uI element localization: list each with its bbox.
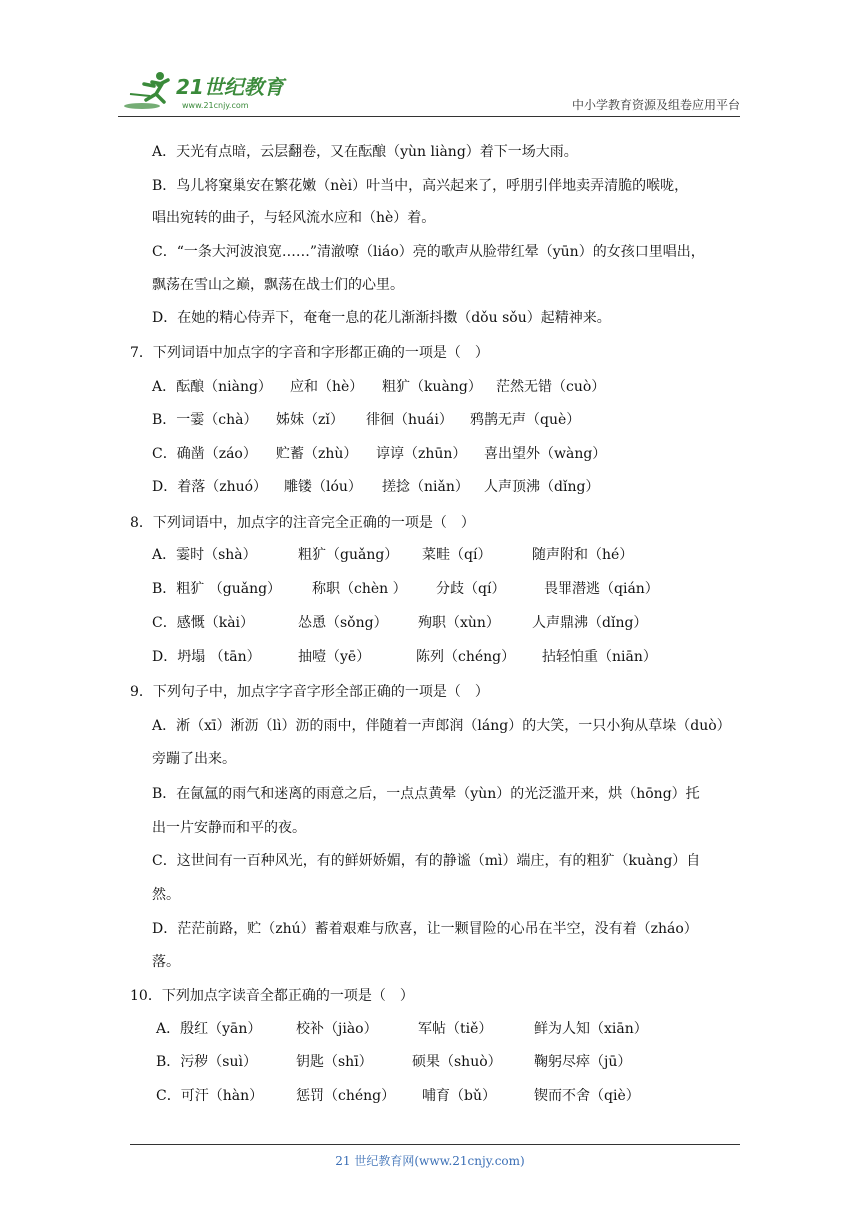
q7-c-4: 喜出望外（wàng） xyxy=(484,446,607,462)
q10-c-4: 锲而不舍（qiè） xyxy=(534,1088,640,1104)
q7-row-c xyxy=(152,444,742,464)
q6-option-c-line2: 飘荡在雪山之巅，飘荡在战士们的心里。 xyxy=(152,277,404,293)
q7-d-4: 人声顶沸（dǐng） xyxy=(484,479,600,495)
q7-d-3: 搓捻（niǎn） xyxy=(382,479,469,495)
q9-option-d-line1: D．茫茫前路，贮（zhú）蓄着艰难与欣喜，让一颗冒险的心吊在半空，没有着（zháo） xyxy=(152,921,698,937)
q9-option-b-line1: B．在氤氲的雨气和迷离的雨意之后，一点点黄晕（yùn）的光泛滥开来，烘（hōng）托 xyxy=(152,786,700,802)
q10-stem: 10．下列加点字读音全都正确的一项是（ ） xyxy=(130,988,414,1004)
q7-a-3: 粗犷（kuàng） xyxy=(382,379,482,395)
q8-row-a xyxy=(152,545,742,565)
q6-option-a: A．天光有点暗，云层翻卷，又在酝酿（yùn liàng）着下一场大雨。 xyxy=(152,144,578,160)
q10-b-3: 硕果（shuò） xyxy=(412,1054,502,1070)
q7-b-1: B．一霎（chà） xyxy=(152,412,258,428)
q8-row-c xyxy=(152,613,742,633)
q10-row-b xyxy=(156,1052,742,1072)
q9-option-b-line2: 出一片安静而和平的夜。 xyxy=(152,820,306,836)
q8-c-3: 殉职（xùn） xyxy=(418,615,500,631)
q10-row-c xyxy=(156,1086,742,1106)
q10-b-1: B．污秽（suì） xyxy=(156,1054,257,1070)
q7-a-1: A．酝酿（niàng） xyxy=(152,379,272,395)
q6-option-c-line1: C．“一条大河波浪宽……”清澈嘹（liáo）亮的歌声从脸带红晕（yūn）的女孩口里唱出， xyxy=(152,244,705,260)
q8-d-4: 拈轻怕重（niān） xyxy=(542,649,657,665)
q8-a-1: A．霎时（shà） xyxy=(152,547,257,563)
q8-b-4: 畏罪潜逃（qián） xyxy=(544,581,659,597)
q8-d-1: D．坍塌 （tān） xyxy=(152,649,261,665)
q6-option-b-line1: B．鸟儿将窠巢安在繁花嫩（nèi）叶当中，高兴起来了，呼朋引伴地卖弄清脆的喉咙， xyxy=(152,178,689,194)
platform-name: 中小学教育资源及组卷应用平台 xyxy=(571,98,740,112)
q8-c-4: 人声鼎沸（dǐng） xyxy=(532,615,648,631)
q10-c-1: C．可汗（hàn） xyxy=(156,1088,264,1104)
q7-b-4: 鸦鹊无声（què） xyxy=(470,412,581,428)
q7-b-2: 姊妹（zǐ） xyxy=(276,412,344,428)
q10-a-2: 校补（jiào） xyxy=(296,1021,378,1037)
q10-a-3: 军帖（tiě） xyxy=(418,1021,493,1037)
q8-c-1: C．感慨（kài） xyxy=(152,615,255,631)
q8-c-2: 怂恿（sǒng） xyxy=(298,615,388,631)
q7-a-2: 应和（hè） xyxy=(290,379,364,395)
q6-option-b-line2: 唱出宛转的曲子，与轻风流水应和（hè）着。 xyxy=(152,210,436,226)
q8-a-3: 菜畦（qí） xyxy=(422,547,492,563)
page-header xyxy=(118,66,740,118)
footer-divider xyxy=(130,1144,740,1145)
q9-stem: 9．下列句子中，加点字字音字形全部正确的一项是（ ） xyxy=(130,684,489,700)
q8-b-1: B．粗犷 （guǎng） xyxy=(152,581,282,597)
logo xyxy=(122,66,294,114)
q10-c-3: 哺育（bǔ） xyxy=(422,1088,496,1104)
q10-c-2: 惩罚（chéng） xyxy=(296,1088,396,1104)
q8-d-3: 陈列（chéng） xyxy=(416,649,516,665)
runner-logo-icon xyxy=(122,66,294,114)
q10-a-4: 鲜为人知（xiān） xyxy=(534,1021,648,1037)
q8-d-2: 抽噎（yē） xyxy=(298,649,371,665)
q8-row-d xyxy=(152,647,742,667)
logo-main-text: 21世纪教育 xyxy=(176,75,284,99)
q8-b-3: 分歧（qí） xyxy=(436,581,506,597)
q7-row-b xyxy=(152,410,742,430)
q10-a-1: A．殷红（yān） xyxy=(156,1021,262,1037)
q7-d-1: D．着落（zhuó） xyxy=(152,479,268,495)
q9-option-a-line2: 旁蹦了出来。 xyxy=(152,751,236,767)
q8-a-2: 粗犷（guǎng） xyxy=(298,547,399,563)
q9-option-d-line2: 落。 xyxy=(152,954,180,970)
q7-a-4: 茫然无错（cuò） xyxy=(496,379,606,395)
q7-row-d xyxy=(152,477,742,497)
q7-b-3: 徘徊（huái） xyxy=(366,412,453,428)
q9-option-a-line1: A．淅（xī）淅沥（lì）沥的雨中，伴随着一声郎润（láng）的大笑，一只小狗从草垛（duò） xyxy=(152,718,731,734)
q8-b-2: 称职（chèn ） xyxy=(312,581,407,597)
q7-c-3: 谆谆（zhūn） xyxy=(376,446,467,462)
q7-c-2: 贮蓄（zhù） xyxy=(276,446,358,462)
q9-option-c-line2: 然。 xyxy=(152,887,180,903)
q7-stem: 7．下列词语中加点字的字音和字形都正确的一项是（ ） xyxy=(130,345,489,361)
q7-c-1: C．确凿（záo） xyxy=(152,446,257,462)
footer-link[interactable]: 21 世纪教育网(www.21cnjy.com) xyxy=(335,1154,525,1168)
q6-option-d: D．在她的精心侍弄下，奄奄一息的花儿渐渐抖擞（dǒu sǒu）起精神来。 xyxy=(152,310,611,326)
q10-b-2: 钥匙（shī） xyxy=(296,1054,373,1070)
q8-stem: 8．下列词语中，加点字的注音完全正确的一项是（ ） xyxy=(130,515,475,531)
q8-a-4: 随声附和（hé） xyxy=(532,547,634,563)
q8-row-b xyxy=(152,579,742,599)
q9-option-c-line1: C．这世间有一百种风光，有的鲜妍娇媚，有的静谧（mì）端庄，有的粗犷（kuàng）自 xyxy=(152,853,701,869)
q7-row-a xyxy=(152,377,742,397)
q10-row-a xyxy=(156,1019,742,1039)
logo-url-text: www.21cnjy.com xyxy=(182,101,249,110)
header-divider xyxy=(118,116,740,117)
q10-b-4: 鞠躬尽瘁（jū） xyxy=(534,1054,632,1070)
q7-d-2: 雕镂（lóu） xyxy=(284,479,362,495)
